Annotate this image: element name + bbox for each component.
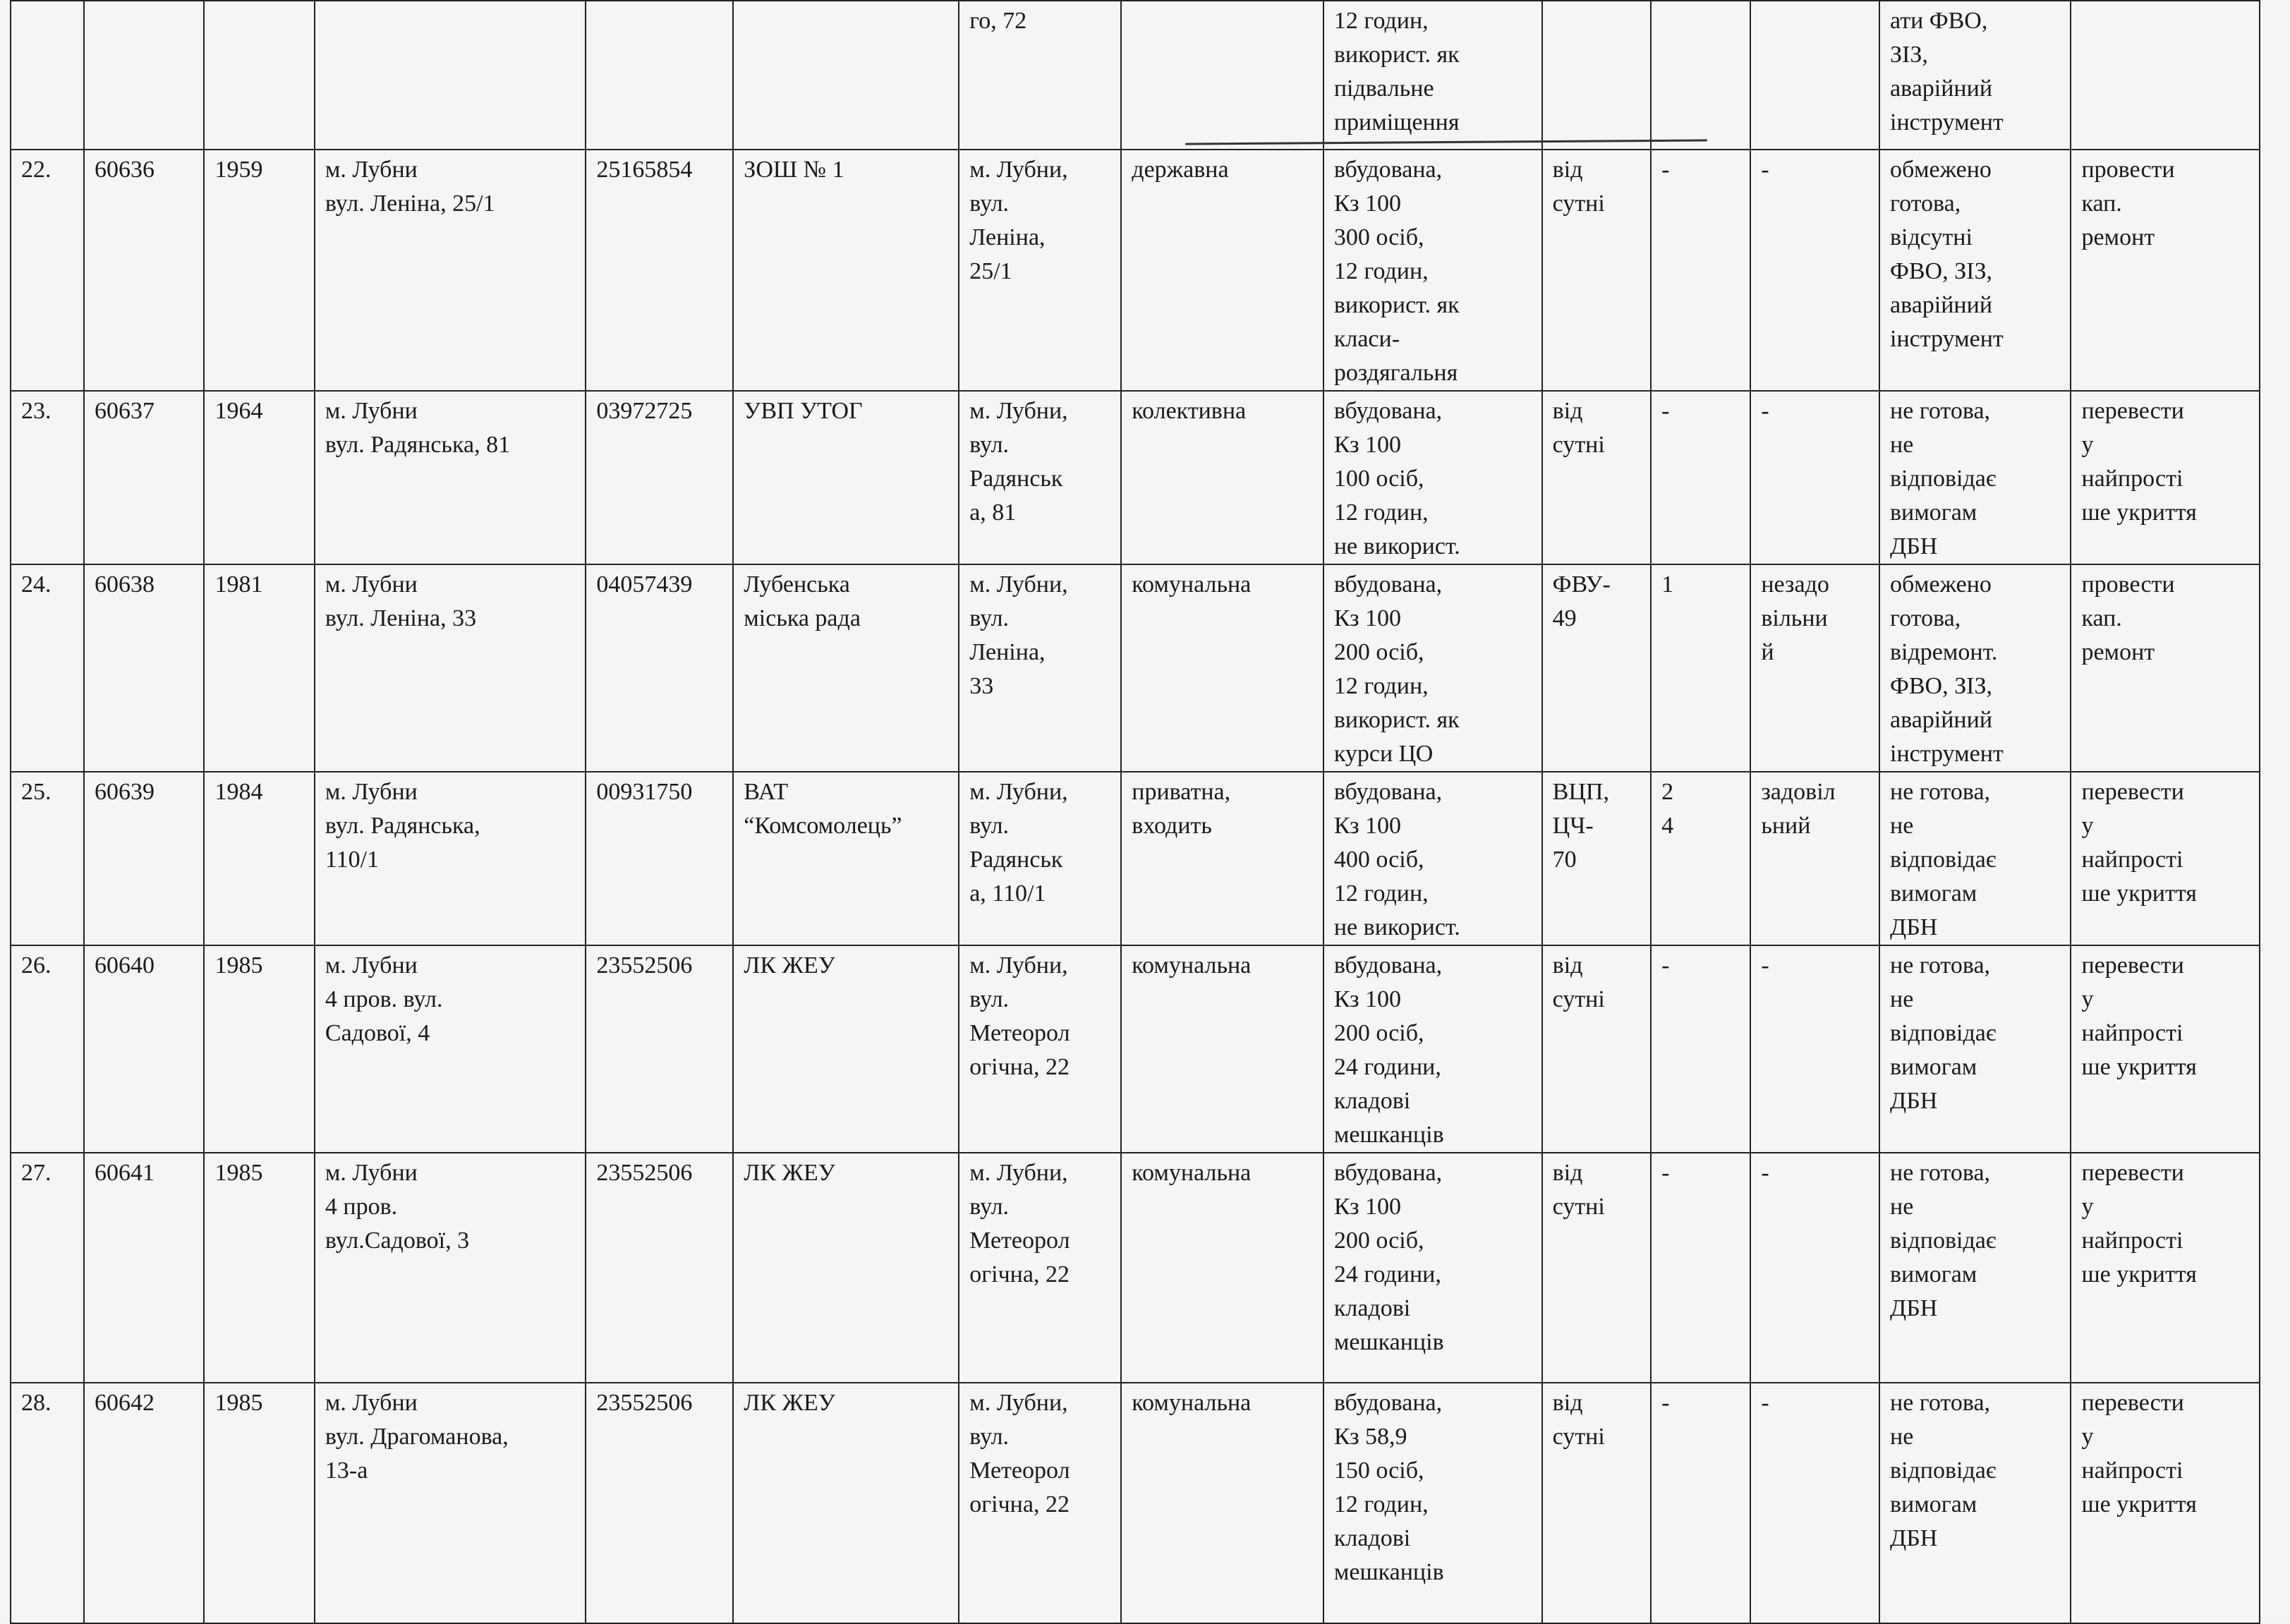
edrpou-cell: 00931750 <box>586 772 733 945</box>
fvo-cell: від сутні <box>1542 945 1651 1153</box>
action-cell: провести кап. ремонт <box>2071 150 2260 391</box>
action-cell: перевести у найпрості ше укриття <box>2071 772 2260 945</box>
row-number: 25. <box>11 772 84 945</box>
action-cell: перевести у найпрості ше укриття <box>2071 945 2260 1153</box>
code-cell: 60637 <box>84 391 205 564</box>
ownership-cell: приватна, входить <box>1121 772 1323 945</box>
owner-cell: УВП УТОГ <box>733 391 959 564</box>
address-cell: м. Лубни вул. Леніна, 25/1 <box>315 150 586 391</box>
row-number: 27. <box>11 1153 84 1383</box>
ownership-cell: комунальна <box>1121 1153 1323 1383</box>
cell <box>733 1 959 150</box>
code-cell: 60639 <box>84 772 205 945</box>
type-cell: вбудована, Кз 100 200 осіб, 24 години, кладові мешканців <box>1323 1153 1542 1383</box>
table-row <box>11 150 2260 391</box>
row-number: 28. <box>11 1383 84 1623</box>
qty-cell: - <box>1651 1383 1750 1623</box>
fvo-cell: від сутні <box>1542 1383 1651 1623</box>
qty-cell: - <box>1651 150 1750 391</box>
row-number: 24. <box>11 564 84 772</box>
fvo-cell: від сутні <box>1542 1153 1651 1383</box>
action-cell: провести кап. ремонт <box>2071 564 2260 772</box>
state-cell: незадо вільни й <box>1750 564 1879 772</box>
owner-cell: Лубенська міська рада <box>733 564 959 772</box>
address-cell: м. Лубни 4 пров. вул. Садової, 4 <box>315 945 586 1153</box>
location-cell: м. Лубни, вул. Радянськ а, 81 <box>959 391 1121 564</box>
state-cell: - <box>1750 150 1879 391</box>
year-cell: 1964 <box>204 391 314 564</box>
edrpou-cell: 04057439 <box>586 564 733 772</box>
year-cell: 1981 <box>204 564 314 772</box>
type-cell: вбудована, Кз 100 400 осіб, 12 годин, не використ. <box>1323 772 1542 945</box>
edrpou-cell: 25165854 <box>586 150 733 391</box>
location-cell: м. Лубни, вул. Леніна, 25/1 <box>959 150 1121 391</box>
owner-cell: ВАТ “Комсомолець” <box>733 772 959 945</box>
shelters-table <box>10 0 2260 1624</box>
table-row-continued <box>11 1 2260 150</box>
readiness-cell: ати ФВО, ЗІЗ, аварійний інструмент <box>1879 1 2071 150</box>
type-cell: вбудована, Кз 100 200 осіб, 24 години, кладові мешканців <box>1323 945 1542 1153</box>
table-row <box>11 391 2260 564</box>
readiness-cell: обмежено готова, відремонт. ФВО, ЗІЗ, аварійний інструмент <box>1879 564 2071 772</box>
table-row <box>11 772 2260 945</box>
fvo-cell: ФВУ- 49 <box>1542 564 1651 772</box>
qty-cell: - <box>1651 945 1750 1153</box>
type-cell: вбудована, Кз 100 200 осіб, 12 годин, використ. як курси ЦО <box>1323 564 1542 772</box>
ownership-cell: колективна <box>1121 391 1323 564</box>
edrpou-cell: 03972725 <box>586 391 733 564</box>
qty-cell: 1 <box>1651 564 1750 772</box>
year-cell: 1985 <box>204 1153 314 1383</box>
fvo-cell: ВЦП, ЦЧ- 70 <box>1542 772 1651 945</box>
owner-cell: ЛК ЖЕУ <box>733 945 959 1153</box>
code-cell: 60636 <box>84 150 205 391</box>
edrpou-cell: 23552506 <box>586 945 733 1153</box>
readiness-cell: не готова, не відповідає вимогам ДБН <box>1879 945 2071 1153</box>
cell <box>2071 1 2260 150</box>
year-cell: 1985 <box>204 1383 314 1623</box>
address-cell: м. Лубни 4 пров. вул.Садової, 3 <box>315 1153 586 1383</box>
state-cell: - <box>1750 1383 1879 1623</box>
ownership-cell: комунальна <box>1121 945 1323 1153</box>
cell <box>315 1 586 150</box>
owner-cell: ЗОШ № 1 <box>733 150 959 391</box>
table-row <box>11 1153 2260 1383</box>
cell <box>84 1 205 150</box>
ownership-cell: державна <box>1121 150 1323 391</box>
year-cell: 1984 <box>204 772 314 945</box>
row-number: 26. <box>11 945 84 1153</box>
cell <box>1750 1 1879 150</box>
fvo-cell: від сутні <box>1542 391 1651 564</box>
code-cell: 60640 <box>84 945 205 1153</box>
code-cell: 60641 <box>84 1153 205 1383</box>
qty-cell: - <box>1651 391 1750 564</box>
type-cell: 12 годин, використ. як підвальне приміщення <box>1323 1 1542 150</box>
address-cell: м. Лубни вул. Драгоманова, 13-а <box>315 1383 586 1623</box>
action-cell: перевести у найпрості ше укриття <box>2071 1383 2260 1623</box>
qty-cell: - <box>1651 1153 1750 1383</box>
cell <box>586 1 733 150</box>
table-row <box>11 564 2260 772</box>
location-cell: м. Лубни, вул. Метеорол огічна, 22 <box>959 1153 1121 1383</box>
edrpou-cell: 23552506 <box>586 1153 733 1383</box>
readiness-cell: не готова, не відповідає вимогам ДБН <box>1879 1383 2071 1623</box>
type-cell: вбудована, Кз 100 100 осіб, 12 годин, не використ. <box>1323 391 1542 564</box>
location-cell: го, 72 <box>959 1 1121 150</box>
ownership-cell: комунальна <box>1121 564 1323 772</box>
cell <box>11 1 84 150</box>
row-number: 23. <box>11 391 84 564</box>
readiness-cell: не готова, не відповідає вимогам ДБН <box>1879 772 2071 945</box>
year-cell: 1985 <box>204 945 314 1153</box>
cell <box>204 1 314 150</box>
address-cell: м. Лубни вул. Радянська, 81 <box>315 391 586 564</box>
location-cell: м. Лубни, вул. Метеорол огічна, 22 <box>959 1383 1121 1623</box>
address-cell: м. Лубни вул. Леніна, 33 <box>315 564 586 772</box>
state-cell: - <box>1750 391 1879 564</box>
year-cell: 1959 <box>204 150 314 391</box>
qty-cell: 2 4 <box>1651 772 1750 945</box>
readiness-cell: не готова, не відповідає вимогам ДБН <box>1879 1153 2071 1383</box>
action-cell: перевести у найпрості ше укриття <box>2071 1153 2260 1383</box>
table-row <box>11 945 2260 1153</box>
cell <box>1542 1 1651 150</box>
ownership-cell: комунальна <box>1121 1383 1323 1623</box>
cell <box>1651 1 1750 150</box>
state-cell: - <box>1750 1153 1879 1383</box>
action-cell: перевести у найпрості ше укриття <box>2071 391 2260 564</box>
state-cell: - <box>1750 945 1879 1153</box>
location-cell: м. Лубни, вул. Радянськ а, 110/1 <box>959 772 1121 945</box>
fvo-cell: від сутні <box>1542 150 1651 391</box>
owner-cell: ЛК ЖЕУ <box>733 1383 959 1623</box>
row-number: 22. <box>11 150 84 391</box>
readiness-cell: не готова, не відповідає вимогам ДБН <box>1879 391 2071 564</box>
state-cell: задовіл ьний <box>1750 772 1879 945</box>
location-cell: м. Лубни, вул. Леніна, 33 <box>959 564 1121 772</box>
address-cell: м. Лубни вул. Радянська, 110/1 <box>315 772 586 945</box>
cell <box>1121 1 1323 150</box>
edrpou-cell: 23552506 <box>586 1383 733 1623</box>
location-cell: м. Лубни, вул. Метеорол огічна, 22 <box>959 945 1121 1153</box>
type-cell: вбудована, Кз 100 300 осіб, 12 годин, використ. як класи- роздягальня <box>1323 150 1542 391</box>
code-cell: 60638 <box>84 564 205 772</box>
code-cell: 60642 <box>84 1383 205 1623</box>
readiness-cell: обмежено готова, відсутні ФВО, ЗІЗ, аварійний інструмент <box>1879 150 2071 391</box>
type-cell: вбудована, Кз 58,9 150 осіб, 12 годин, кладові мешканців <box>1323 1383 1542 1623</box>
table-row <box>11 1383 2260 1623</box>
owner-cell: ЛК ЖЕУ <box>733 1153 959 1383</box>
